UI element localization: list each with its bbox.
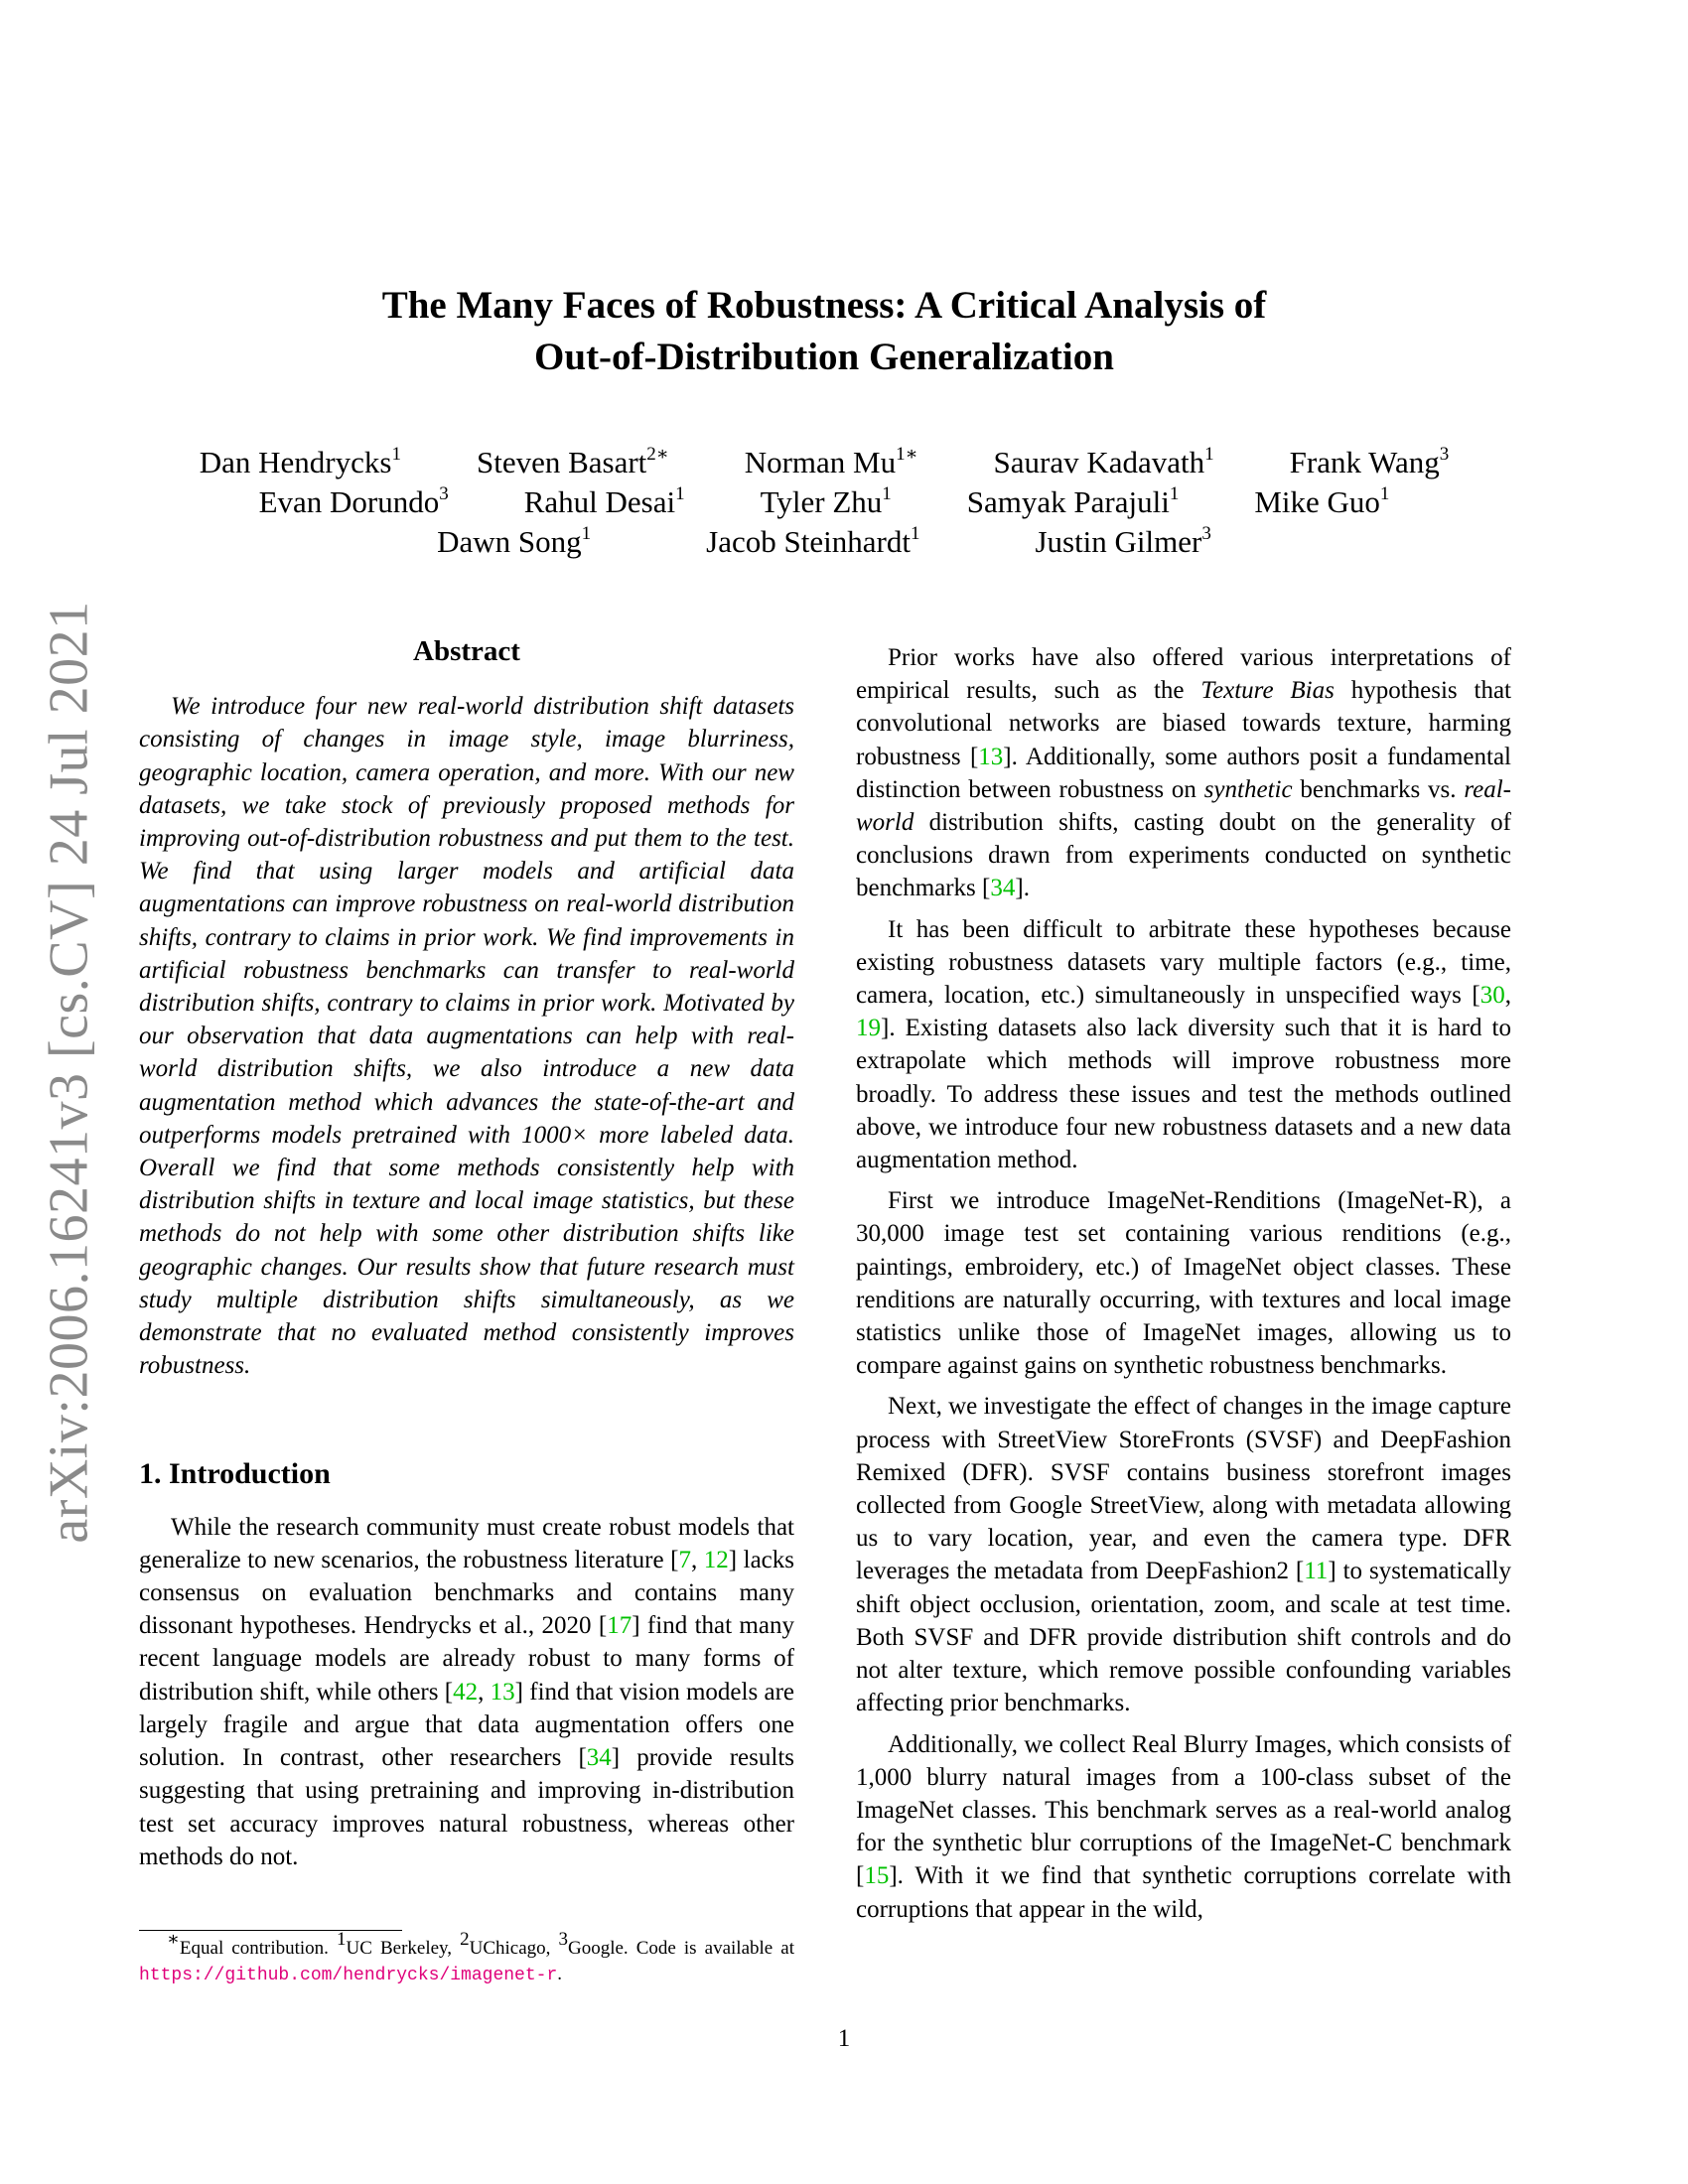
citation-link[interactable]: 13	[978, 743, 1004, 770]
citation-link[interactable]: 34	[990, 875, 1016, 902]
citation-link[interactable]: 42	[453, 1678, 479, 1706]
author: Norman $Mu^{1∗}$	[744, 443, 918, 479]
arxiv-identifier: arXiv:2006.16241v3 [cs.CV] 24 Jul 2021	[39, 601, 100, 1544]
citation-link[interactable]: 11	[1304, 1558, 1329, 1585]
citation-link[interactable]: 12	[703, 1546, 729, 1573]
left-column	[139, 635, 794, 1881]
citation-link[interactable]: 13	[490, 1678, 515, 1706]
citation-link[interactable]: 17	[607, 1612, 633, 1640]
author: Evan Dorundo$^3$	[258, 482, 449, 519]
paper-title	[139, 280, 1509, 383]
page-number: 1	[837, 2025, 851, 2052]
citation-link[interactable]: 19	[856, 1015, 881, 1042]
author: Mike Guo$^1$	[1254, 482, 1390, 519]
right-paragraph-3: First we introduce ImageNet-Renditions (ImageNet-R), a 30,000 image test set containing various renditions (e.g., paintings, embroidery, etc.) of ImageNet object classes. These renditions are naturally occurring, with textures and local image statistics unlike those of ImageNet images, allowing us to compare against gains on synthetic robustness benchmarks.	[856, 1187, 1511, 1380]
author: Dawn Song$^1$	[437, 522, 592, 559]
citation-link[interactable]: 15	[864, 1862, 890, 1890]
right-paragraph-2: It has been difficult to arbitrate these hypotheses because existing robustness datasets vary multiple factors (e.g., time, camera, location, etc.) simultaneously in unspecified ways [30, 19]. Existing datasets also lack diversity such that it is hard to extrapolate which methods will improve robustness more broadly. To address these issues and test the methods outlined above, we introduce four new robustness datasets and a new data augmentation method.	[856, 915, 1511, 1174]
right-column	[856, 641, 1511, 1934]
author: Steven Basart$^{2∗}$	[476, 443, 669, 479]
introduction-heading: 1. Introduction	[139, 1457, 331, 1491]
title-line-1: The Many Faces of Robustness: A Critical Analysis of	[381, 284, 1267, 327]
author: Jacob Steinhardt$^1$	[706, 522, 920, 559]
author: Samyak Parajuli$^1$	[966, 482, 1180, 519]
right-paragraph-5: Additionally, we collect Real Blurry Images, which consists of 1,000 blurry natural images from a 100-class subset of the ImageNet classes. This benchmark serves as a real-world analog for the synthetic blur corruptions of the ImageNet-C benchmark [15]. With it we find that synthetic corruptions correlate with corruptions that appear in the wild,	[856, 1730, 1511, 1923]
author: Frank Wang$^3$	[1289, 443, 1450, 479]
citation-link[interactable]: 34	[586, 1744, 612, 1772]
author: Dan Hendrycks$^1$	[199, 443, 401, 479]
author-row-1	[139, 443, 1509, 482]
intro-paragraph-1: While the research community must create robust models that generalize to new scenarios, the robustness literature [7, 12] lacks consensus on evaluation benchmarks and contains many dissonant hypotheses. Hendrycks et al., 2020 [17] find that many recent language models are already robust to many forms of distribution shift, while others [42, 13] find that vision models are largely fragile and argue that data augmentation offers one solution. In contrast, other researchers [34] provide results suggesting that using pretraining and improving in-distribution test set accuracy improves natural robustness, whereas other methods do not.	[139, 1513, 795, 1870]
right-paragraph-4: Next, we investigate the effect of changes in the image capture process with StreetView StoreFronts (SVSF) and DeepFashion Remixed (DFR). SVSF contains business storefront images collected from Google StreetView, along with metadata allowing us to vary location, year, and even the camera type. DFR leverages the metadata from DeepFashion2 [11] to systematically shift object occlusion, orientation, zoom, and scale at test time. Both SVSF and DFR provide distribution shift controls and do not alter texture, which remove possible confounding variables affecting prior benchmarks.	[856, 1393, 1511, 1717]
author: Justin Gilmer$^3$	[1035, 522, 1211, 559]
author-block	[139, 443, 1509, 562]
citation-link[interactable]: 30	[1479, 982, 1505, 1010]
arxiv-sidebar	[40, 596, 99, 1549]
author-row-2	[139, 482, 1509, 522]
author-row-3	[139, 522, 1509, 562]
footnote: ∗Equal contribution. $^1$UC Berkeley, $^2$UChicago, $^3$Google. Code is available at https://github.com/hendrycks/imagenet-r.	[139, 1928, 794, 1985]
title-line-2: Out-of-Distribution Generalization	[534, 336, 1114, 378]
right-paragraph-1: Prior works have also offered various interpretations of empirical results, such as the Texture Bias hypothesis that convolutional networks are biased towards texture, harming robustness [13]. Additionally, some authors posit a fundamental distinction between robustness on synthetic benchmarks vs. real-world distribution shifts, casting doubt on the generality of conclusions drawn from experiments conducted on synthetic benchmarks [34].	[856, 644, 1511, 902]
author: Rahul Desai$^1$	[523, 482, 685, 519]
code-url-link[interactable]: https://github.com/hendrycks/imagenet-r	[139, 1966, 558, 1985]
citation-link[interactable]: 7	[678, 1546, 691, 1573]
abstract-body: We introduce four new real-world distribution shift datasets consisting of changes in image style, image blurriness, geographic location, camera operation, and more. With our new datasets, we take stock of previously proposed methods for improving out-of-distribution robustness and put them to the test. We find that using larger models and artificial data augmentations can improve robustness on real-world distribution shifts, contrary to claims in prior work. We find improvements in artificial robustness benchmarks can transfer to real-world distribution shifts, contrary to claims in prior work. Motivated by our observation that data augmentations can help with real-world distribution shifts, we also introduce a new data augmentation method which advances the state-of-the-art and outperforms models pretrained with 1000× more labeled data. Overall we find that some methods consistently help with distribution shifts in texture and local image statistics, but these methods do not help with some other distribution shifts like geographic changes. Our results show that future research must study multiple distribution shifts simultaneously, as we demonstrate that no evaluated method consistently improves robustness.	[139, 693, 794, 1380]
abstract-heading: Abstract	[413, 635, 520, 667]
author: Saurav Kadavath$^1$	[993, 443, 1214, 479]
author: Tyler Zhu$^1$	[760, 482, 892, 519]
